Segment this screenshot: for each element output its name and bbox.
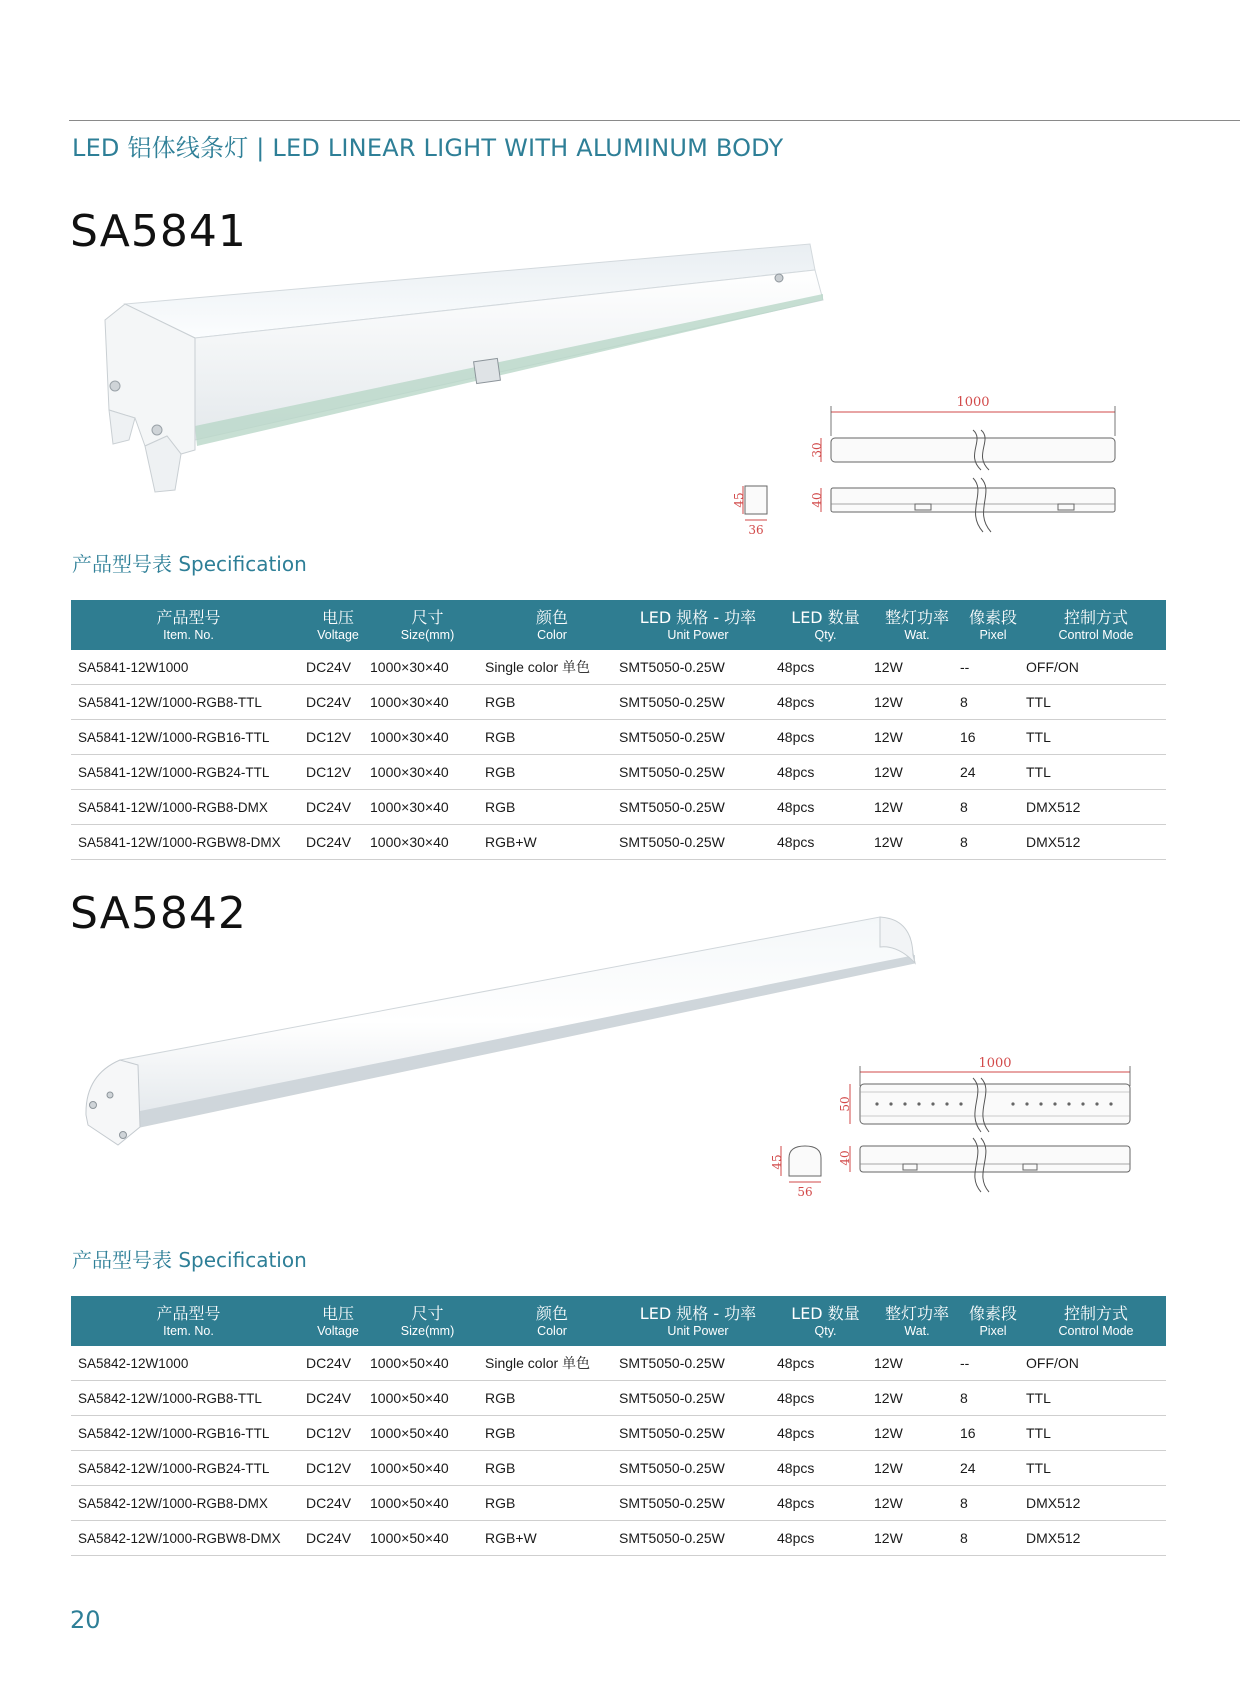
- cell-voltage: DC24V: [306, 650, 370, 685]
- cell-size: 1000×50×40: [370, 1416, 485, 1451]
- col-voltage: 电压 Voltage: [317, 1303, 359, 1338]
- cell-pixel: 16: [960, 1416, 1026, 1451]
- col-pixel: 像素段 Pixel: [968, 607, 1017, 642]
- dim-depth-label: 40: [838, 1150, 852, 1166]
- cell-pixel: 8: [960, 790, 1026, 825]
- col-item-no: 产品型号 Item. No.: [156, 607, 221, 642]
- cell-unit-power: SMT5050-0.25W: [619, 720, 777, 755]
- cell-unit-power: SMT5050-0.25W: [619, 790, 777, 825]
- cell-qty: 48pcs: [777, 685, 874, 720]
- dimension-drawing-sa5841: [732, 395, 1125, 550]
- dim-length-label: 1000: [956, 395, 990, 410]
- cell-item-no: SA5841-12W/1000-RGB16-TTL: [71, 720, 306, 755]
- cell-wattage: 12W: [874, 720, 960, 755]
- col-size: 尺寸 Size(mm): [400, 1303, 455, 1338]
- cell-item-no: SA5841-12W/1000-RGB8-TTL: [71, 685, 306, 720]
- table-row: [71, 650, 1166, 685]
- cell-pixel: 8: [960, 1381, 1026, 1416]
- table-row: [71, 685, 1166, 720]
- col-item-no: 产品型号 Item. No.: [156, 1303, 221, 1338]
- cell-voltage: DC24V: [306, 1381, 370, 1416]
- col-wattage: 整灯功率 Wat.: [884, 1303, 949, 1338]
- cell-item-no: SA5841-12W1000: [71, 650, 306, 685]
- col-control-mode: 控制方式 Control Mode: [1058, 1303, 1134, 1338]
- cell-color: RGB+W: [485, 1521, 619, 1556]
- col-unit-power: LED 规格 - 功率 Unit Power: [639, 1303, 757, 1338]
- cell-size: 1000×30×40: [370, 720, 485, 755]
- cell-wattage: 12W: [874, 1486, 960, 1521]
- cell-voltage: DC12V: [306, 1451, 370, 1486]
- cell-size: 1000×50×40: [370, 1346, 485, 1381]
- cell-size: 1000×30×40: [370, 650, 485, 685]
- cell-size: 1000×50×40: [370, 1521, 485, 1556]
- spec-table-sa5842: [71, 1296, 1166, 1556]
- dim-height-label: 50: [838, 1096, 852, 1112]
- cell-wattage: 12W: [874, 1381, 960, 1416]
- cell-wattage: 12W: [874, 790, 960, 825]
- table-row: [71, 1381, 1166, 1416]
- cell-qty: 48pcs: [777, 1381, 874, 1416]
- cell-voltage: DC24V: [306, 1346, 370, 1381]
- cell-voltage: DC24V: [306, 1521, 370, 1556]
- cell-size: 1000×30×40: [370, 825, 485, 860]
- cell-size: 1000×30×40: [370, 755, 485, 790]
- table-row: [71, 1416, 1166, 1451]
- profile-width-label: 56: [797, 1185, 813, 1199]
- cell-pixel: --: [960, 650, 1026, 685]
- cell-size: 1000×50×40: [370, 1381, 485, 1416]
- cell-wattage: 12W: [874, 1521, 960, 1556]
- spec-table-sa5841: [71, 600, 1166, 860]
- cell-control-mode: TTL: [1026, 1451, 1166, 1486]
- cell-unit-power: SMT5050-0.25W: [619, 1521, 777, 1556]
- cell-qty: 48pcs: [777, 650, 874, 685]
- table-row: [71, 1521, 1166, 1556]
- cell-color: RGB: [485, 755, 619, 790]
- model-title-sa5841: SA5841: [70, 206, 247, 257]
- table-header-row: [71, 1296, 1166, 1346]
- cell-voltage: DC12V: [306, 755, 370, 790]
- table-row: [71, 755, 1166, 790]
- cell-item-no: SA5842-12W/1000-RGB16-TTL: [71, 1416, 306, 1451]
- cell-item-no: SA5842-12W/1000-RGB8-DMX: [71, 1486, 306, 1521]
- cell-qty: 48pcs: [777, 825, 874, 860]
- profile-height-label: 45: [770, 1154, 784, 1170]
- cell-control-mode: DMX512: [1026, 790, 1166, 825]
- cell-qty: 48pcs: [777, 1486, 874, 1521]
- cell-voltage: DC24V: [306, 790, 370, 825]
- cell-unit-power: SMT5050-0.25W: [619, 650, 777, 685]
- cell-wattage: 12W: [874, 650, 960, 685]
- col-control-mode: 控制方式 Control Mode: [1058, 607, 1134, 642]
- cell-qty: 48pcs: [777, 790, 874, 825]
- cell-pixel: 8: [960, 685, 1026, 720]
- col-color: 颜色 Color: [535, 607, 568, 642]
- cell-unit-power: SMT5050-0.25W: [619, 1486, 777, 1521]
- cell-pixel: 8: [960, 1521, 1026, 1556]
- spec-heading-sa5842: 产品型号表 Specification: [72, 1248, 307, 1272]
- cell-control-mode: TTL: [1026, 685, 1166, 720]
- header-rule: [69, 120, 1240, 121]
- cell-color: RGB: [485, 1451, 619, 1486]
- cell-qty: 48pcs: [777, 1521, 874, 1556]
- cell-item-no: SA5842-12W/1000-RGBW8-DMX: [71, 1521, 306, 1556]
- cell-control-mode: TTL: [1026, 1381, 1166, 1416]
- cell-control-mode: OFF/ON: [1026, 650, 1166, 685]
- table-row: [71, 790, 1166, 825]
- cell-color: Single color 单色: [485, 1346, 619, 1381]
- cell-control-mode: TTL: [1026, 720, 1166, 755]
- model-title-sa5842: SA5842: [70, 888, 247, 939]
- cell-control-mode: DMX512: [1026, 1521, 1166, 1556]
- cell-voltage: DC24V: [306, 825, 370, 860]
- cell-item-no: SA5841-12W/1000-RGB8-DMX: [71, 790, 306, 825]
- cell-unit-power: SMT5050-0.25W: [619, 755, 777, 790]
- cell-color: RGB: [485, 790, 619, 825]
- cell-unit-power: SMT5050-0.25W: [619, 1416, 777, 1451]
- profile-height-label: 45: [732, 492, 746, 508]
- cell-control-mode: OFF/ON: [1026, 1346, 1166, 1381]
- cell-color: RGB+W: [485, 825, 619, 860]
- cell-size: 1000×50×40: [370, 1451, 485, 1486]
- spec-table-body: [71, 1346, 1166, 1556]
- col-color: 颜色 Color: [535, 1303, 568, 1338]
- cell-qty: 48pcs: [777, 755, 874, 790]
- col-unit-power: LED 规格 - 功率 Unit Power: [639, 607, 757, 642]
- table-row: [71, 720, 1166, 755]
- cell-color: Single color 单色: [485, 650, 619, 685]
- table-header-row: [71, 600, 1166, 650]
- dimension-drawing-sa5842: [770, 1056, 1135, 1212]
- page-number: 20: [70, 1606, 101, 1634]
- cell-voltage: DC24V: [306, 1486, 370, 1521]
- product-photo-sa5842: [80, 915, 920, 1145]
- cell-qty: 48pcs: [777, 1346, 874, 1381]
- cell-control-mode: TTL: [1026, 1416, 1166, 1451]
- cell-pixel: 16: [960, 720, 1026, 755]
- cell-size: 1000×30×40: [370, 685, 485, 720]
- col-pixel: 像素段 Pixel: [968, 1303, 1017, 1338]
- cell-wattage: 12W: [874, 685, 960, 720]
- cell-pixel: 24: [960, 755, 1026, 790]
- col-voltage: 电压 Voltage: [317, 607, 359, 642]
- cell-unit-power: SMT5050-0.25W: [619, 1381, 777, 1416]
- profile-width-label: 36: [748, 523, 764, 537]
- col-size: 尺寸 Size(mm): [400, 607, 455, 642]
- spec-table-body: [71, 650, 1166, 860]
- dim-height-label: 30: [810, 442, 824, 458]
- page-header-title: LED 铝体线条灯 | LED LINEAR LIGHT WITH ALUMINUM BODY: [72, 134, 784, 162]
- cell-control-mode: DMX512: [1026, 1486, 1166, 1521]
- cell-color: RGB: [485, 685, 619, 720]
- cell-qty: 48pcs: [777, 1451, 874, 1486]
- cell-size: 1000×50×40: [370, 1486, 485, 1521]
- cell-wattage: 12W: [874, 755, 960, 790]
- cell-qty: 48pcs: [777, 720, 874, 755]
- cell-pixel: 8: [960, 825, 1026, 860]
- cell-pixel: 24: [960, 1451, 1026, 1486]
- cell-unit-power: SMT5050-0.25W: [619, 1346, 777, 1381]
- cell-voltage: DC24V: [306, 685, 370, 720]
- col-qty: LED 数量 Qty.: [791, 607, 860, 642]
- cell-item-no: SA5841-12W/1000-RGB24-TTL: [71, 755, 306, 790]
- cell-item-no: SA5842-12W1000: [71, 1346, 306, 1381]
- cell-color: RGB: [485, 1381, 619, 1416]
- col-qty: LED 数量 Qty.: [791, 1303, 860, 1338]
- cell-item-no: SA5842-12W/1000-RGB8-TTL: [71, 1381, 306, 1416]
- cell-wattage: 12W: [874, 1451, 960, 1486]
- table-row: [71, 1486, 1166, 1521]
- cell-unit-power: SMT5050-0.25W: [619, 1451, 777, 1486]
- cell-wattage: 12W: [874, 1416, 960, 1451]
- cell-color: RGB: [485, 1416, 619, 1451]
- cell-control-mode: DMX512: [1026, 825, 1166, 860]
- table-row: [71, 825, 1166, 860]
- cell-unit-power: SMT5050-0.25W: [619, 825, 777, 860]
- spec-heading-sa5841: 产品型号表 Specification: [72, 552, 307, 576]
- cell-voltage: DC12V: [306, 720, 370, 755]
- cell-pixel: --: [960, 1346, 1026, 1381]
- dim-depth-label: 40: [810, 492, 824, 508]
- cell-size: 1000×30×40: [370, 790, 485, 825]
- cell-pixel: 8: [960, 1486, 1026, 1521]
- col-wattage: 整灯功率 Wat.: [884, 607, 949, 642]
- cell-item-no: SA5842-12W/1000-RGB24-TTL: [71, 1451, 306, 1486]
- table-row: [71, 1346, 1166, 1381]
- cell-control-mode: TTL: [1026, 755, 1166, 790]
- table-row: [71, 1451, 1166, 1486]
- cell-unit-power: SMT5050-0.25W: [619, 685, 777, 720]
- dim-length-label: 1000: [978, 1056, 1012, 1071]
- cell-voltage: DC12V: [306, 1416, 370, 1451]
- cell-color: RGB: [485, 1486, 619, 1521]
- cell-qty: 48pcs: [777, 1416, 874, 1451]
- cell-wattage: 12W: [874, 1346, 960, 1381]
- cell-wattage: 12W: [874, 825, 960, 860]
- cell-item-no: SA5841-12W/1000-RGBW8-DMX: [71, 825, 306, 860]
- cell-color: RGB: [485, 720, 619, 755]
